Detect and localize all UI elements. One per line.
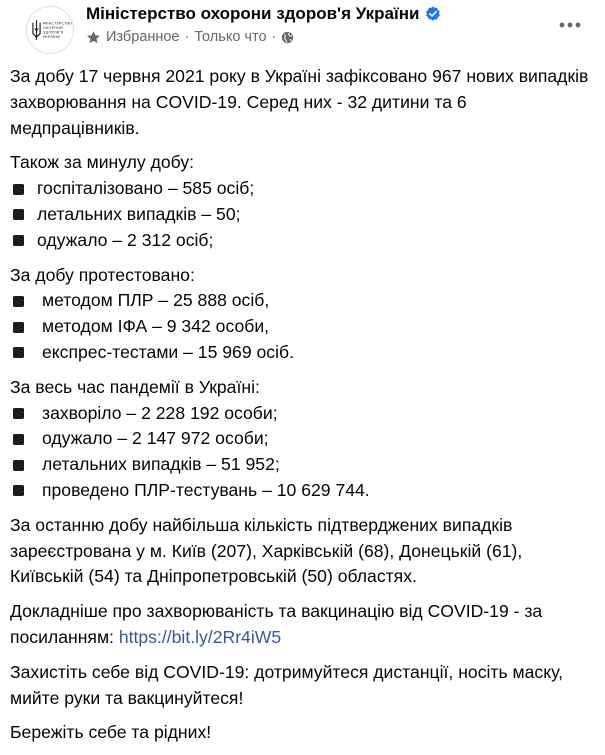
pandemic-total-stats: [10, 375, 595, 504]
details-paragraph: [10, 599, 595, 651]
list-item: проведено ПЛР-тестувань – 10 629 744.: [10, 478, 595, 504]
protect-paragraph: Захистіть себе від COVID-19: дотримуйтеся дистанції, носіть маску, мийте руки та вакцинуйтеся!: [10, 661, 564, 708]
more-options-icon: [559, 22, 581, 28]
details-link[interactable]: https://bit.ly/2Rr4iW5: [118, 626, 282, 647]
closing-paragraph: Бережіть себе та рідних!: [10, 722, 212, 743]
ukraine-trident-logo-icon: [32, 19, 41, 41]
more-options-button[interactable]: [555, 10, 585, 40]
list-item: летальних випадків – 50;: [10, 202, 595, 228]
list-item: летальних випадків – 51 952;: [10, 452, 595, 478]
avatar-logo-group: [32, 19, 73, 41]
pandemic-total-heading: За весь час пандемії в Україні:: [10, 376, 260, 397]
list-item: одужало – 2 312 осіб;: [10, 228, 595, 254]
post-header-text: [86, 4, 441, 45]
post-header: [16, 0, 589, 60]
details-text: Докладніше про захворюваність та вакцинацію від COVID-19 - за посиланням:: [10, 601, 543, 647]
black-square-icon: [13, 434, 24, 445]
yesterday-stats: [10, 150, 595, 253]
list-item: експрес-тестами – 15 969 осіб.: [10, 340, 595, 366]
tested-stats-heading: За добу протестовано:: [10, 264, 195, 285]
post-body: [10, 64, 595, 755]
globe-icon[interactable]: [281, 31, 294, 44]
black-square-icon: [13, 209, 24, 220]
list-item: одужало – 2 147 972 особи;: [10, 426, 595, 452]
black-square-icon: [13, 347, 24, 358]
black-square-icon: [13, 235, 24, 246]
black-square-icon: [13, 296, 24, 307]
post-timestamp[interactable]: Только что: [194, 29, 267, 45]
favorites-label[interactable]: Избранное: [106, 29, 180, 45]
list-item: методом ІФА – 9 342 особи,: [10, 314, 595, 340]
black-square-icon: [13, 322, 24, 333]
list-item: методом ПЛР – 25 888 осіб,: [10, 288, 595, 314]
list-item: госпіталізовано – 585 осіб;: [10, 176, 595, 202]
list-item: захворіло – 2 228 192 особи;: [10, 401, 595, 427]
meta-separator: ·: [184, 29, 190, 45]
black-square-icon: [13, 184, 24, 195]
page-name-row: [86, 4, 441, 24]
post-meta: [86, 29, 441, 45]
page-name-link[interactable]: Міністерство охорони здоров'я України: [86, 4, 420, 23]
page-avatar[interactable]: [26, 6, 74, 54]
post-intro: За добу 17 червня 2021 року в Україні зафіксовано 967 нових випадків захворювання на COVID-19. Серед них - 32 дитини та 6 медпрацівників.: [10, 66, 589, 138]
regions-paragraph: За останню добу найбільша кількість підтверджених випадків зареєстрована у м. Київ (207), Харківській (68), Донецькій (61), Київській (54) та Дніпропетровській (50) областях.: [10, 514, 523, 587]
black-square-icon: [13, 460, 24, 471]
black-square-icon: [13, 485, 24, 496]
avatar-logo-text: МІНІСТЕРСТВО ОХОРОНИ ЗДОРОВ'Я УКРАЇНИ: [42, 21, 73, 39]
tested-stats: [10, 263, 595, 366]
meta-separator-2: ·: [271, 29, 277, 45]
verified-badge-icon: [425, 6, 441, 22]
star-icon: [86, 30, 101, 45]
yesterday-stats-heading: Також за минулу добу:: [10, 152, 195, 173]
black-square-icon: [13, 408, 24, 419]
